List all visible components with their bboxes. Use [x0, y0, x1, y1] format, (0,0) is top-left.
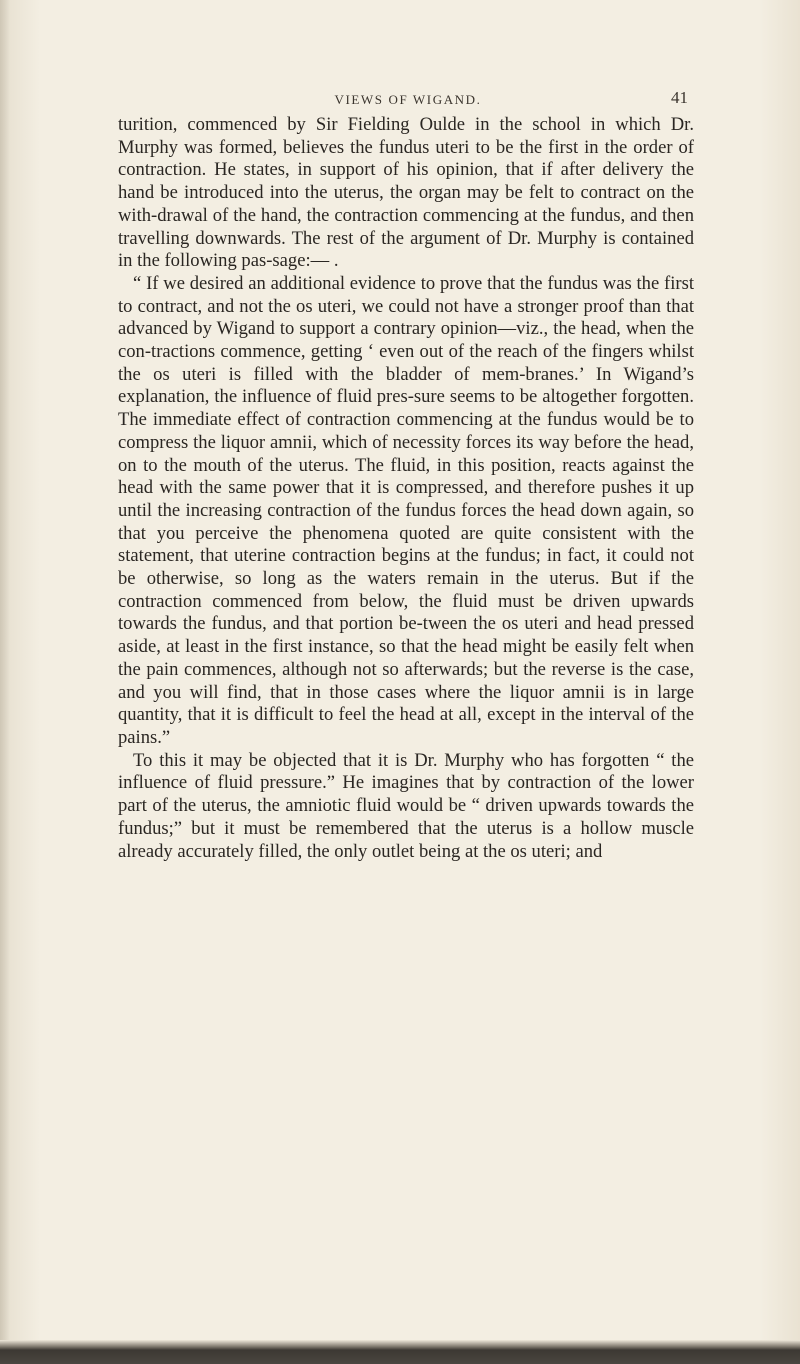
- running-head: VIEWS OF WIGAND.: [334, 92, 482, 107]
- page-number: 41: [671, 88, 688, 107]
- scan-edge: [0, 1340, 800, 1364]
- page-header: [128, 88, 688, 112]
- paragraph-continuation: turition, commenced by Sir Fielding Oulde in the school in which Dr. Murphy was formed, believes the fundus uteri to be the first in the order of contraction. He states, in support of his opinion, that if after delivery the hand be introduced into the uterus, the organ may be felt to contract on the with-drawal of the hand, the contraction commencing at the fundus, and then travelling downwards. The rest of the argument of Dr. Murphy is contained in the following pas-sage:— .: [118, 114, 694, 272]
- paragraph-objection: To this it may be objected that it is Dr. Murphy who has forgotten “ the influence of fluid pressure.” He imagines that by contraction of the lower part of the uterus, the amniotic fluid would be “ driven upwards towards the fundus;” but it must be remembered that the uterus is a hollow muscle already accurately filled, the only outlet being at the os uteri; and: [118, 749, 694, 862]
- binding-shadow: [0, 0, 10, 1364]
- paragraph-quotation: “ If we desired an additional evidence to prove that the fundus was the first to contract, and not the os uteri, we could not have a stronger proof than that advanced by Wigand to support a contrary opinion—viz., the head, when the con-tractions commence, getting ‘ even out of the reach of the fingers whilst the os uteri is filled with the bladder of mem-branes.’ In Wigand’s explanation, the influence of fluid pres-sure seems to be altogether forgotten. The immediate effect of contraction commencing at the fundus would be to compress the liquor amnii, which of necessity forces its way before the head, on to the mouth of the uterus. The fluid, in this position, reacts against the head with the same power that it is compressed, and therefore pushes it up until the increasing contraction of the fundus forces the head down again, so that you perceive the phenomena quoted are quite consistent with the statement, that uterine contraction begins at the fundus; in fact, it could not be otherwise, so long as the waters remain in the uterus. But if the contraction commenced from below, the fluid must be driven upwards towards the fundus, and that portion be-tween the os uteri and head pressed aside, at least in the first instance, so that the head might be easily felt when the pain commences, although not so afterwards; but the reverse is the case, and you will find, that in those cases where the liquor amnii is in large quantity, that it is difficult to feel the head at all, except in the interval of the pains.”: [118, 272, 694, 748]
- body-text: [118, 114, 694, 863]
